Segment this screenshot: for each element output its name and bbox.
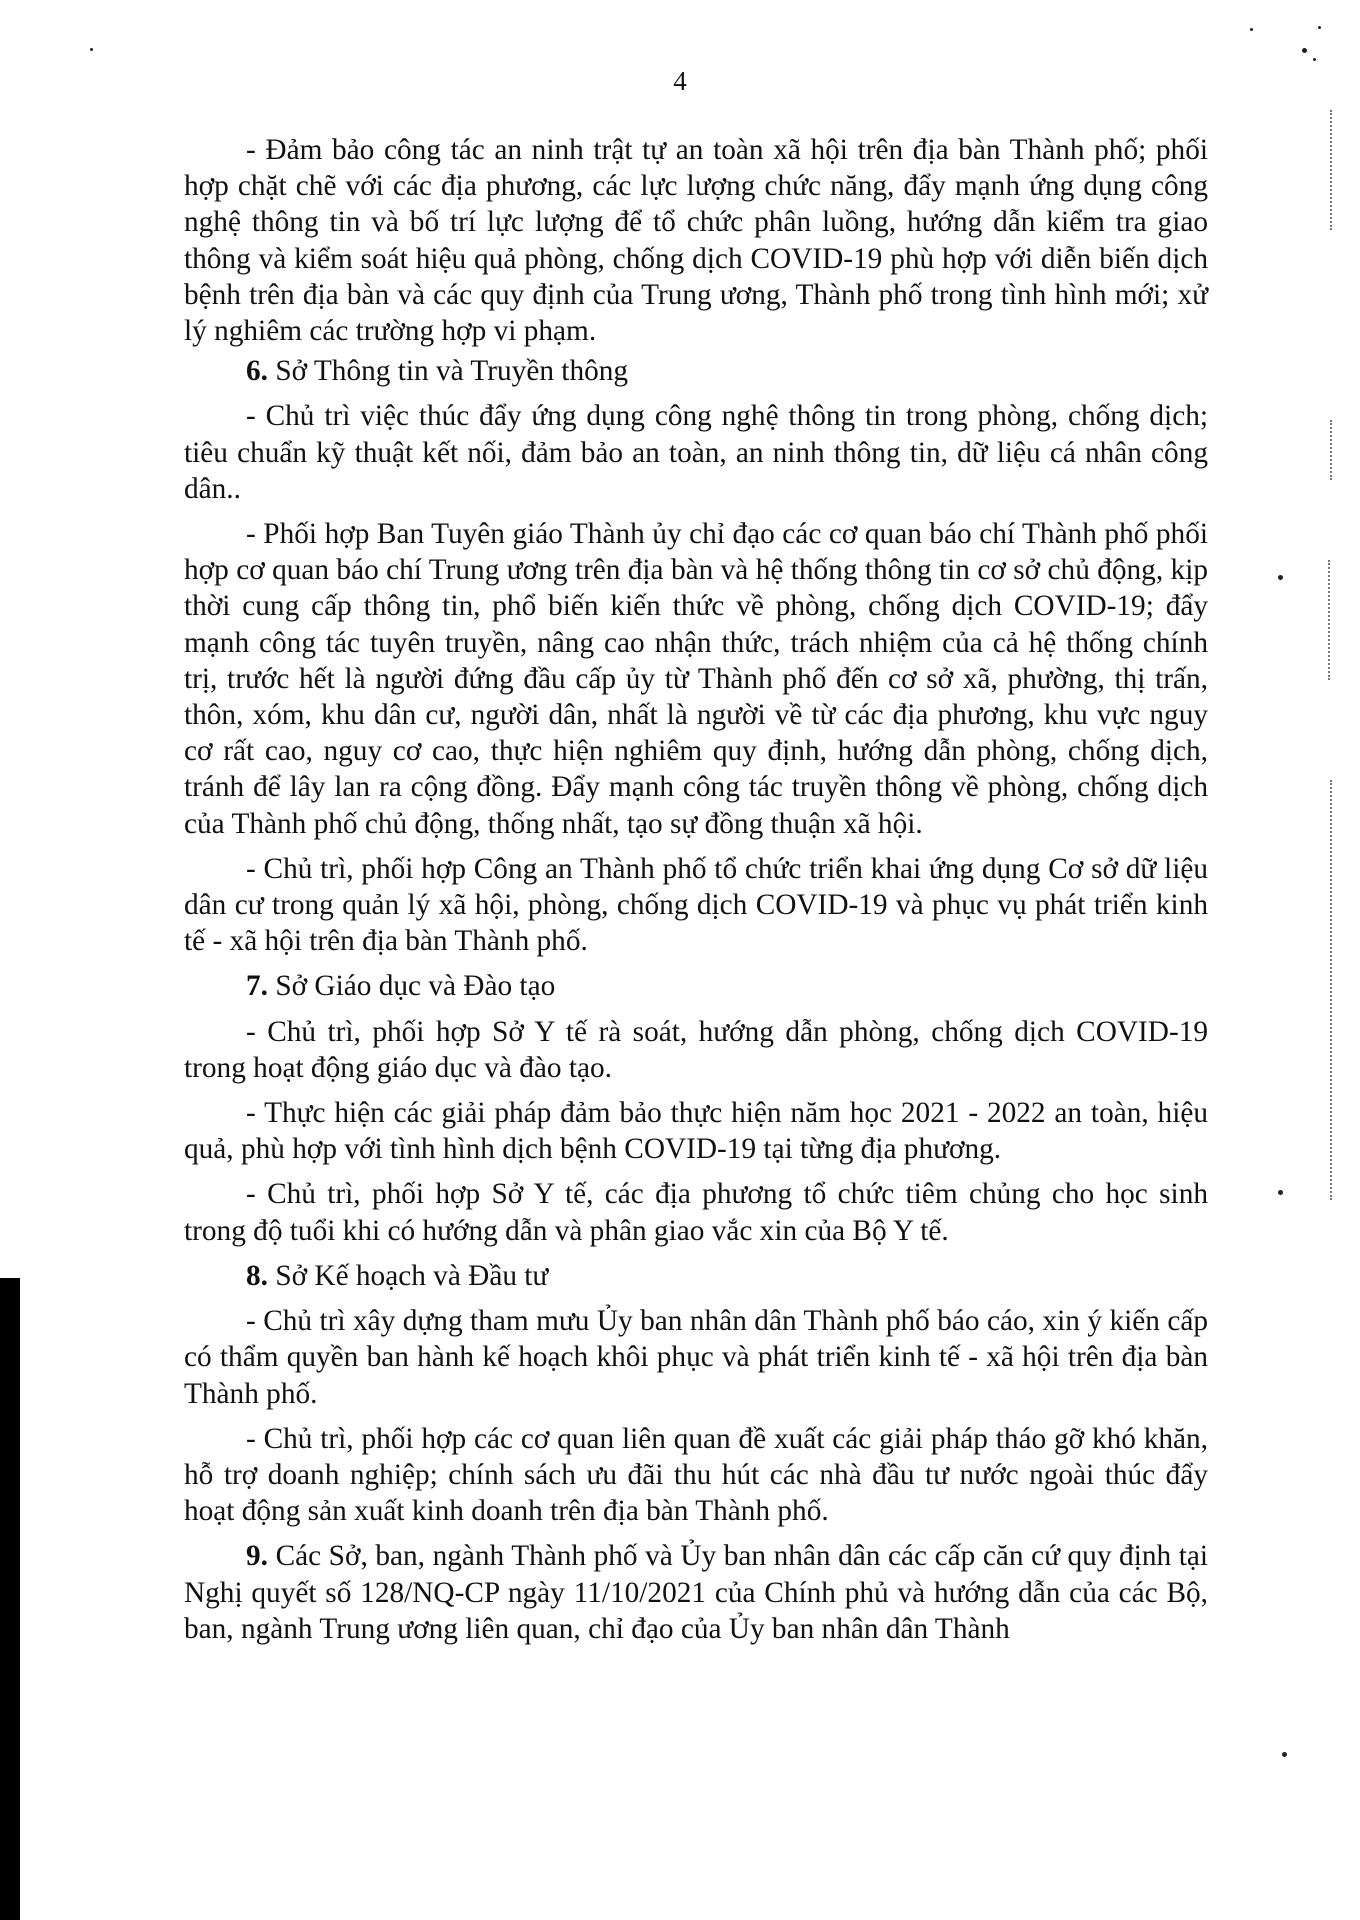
scan-speck — [1302, 48, 1307, 53]
scan-speck — [1250, 28, 1253, 31]
section-6-item-3: - Chủ trì, phối hợp Công an Thành phố tổ chức triển khai ứng dụng Cơ sở dữ liệu dân cư trong quản lý xã hội, phòng, chống dịch COVID-19 và phục vụ phát triển kinh tế - xã hội trên địa bàn Thành phố. — [184, 852, 1208, 958]
section-8-item-1: - Chủ trì xây dựng tham mưu Ủy ban nhân dân Thành phố báo cáo, xin ý kiến cấp có thẩm quyền ban hành kế hoạch khôi phục và phát triển kinh tế - xã hội trên địa bàn Thành phố. — [184, 1305, 1208, 1410]
scan-speck — [1318, 26, 1321, 29]
scan-speck — [1282, 1752, 1287, 1757]
section-8-item-2: - Chủ trì, phối hợp các cơ quan liên quan đề xuất các giải pháp tháo gỡ khó khăn, hỗ trợ doanh nghiệp; chính sách ưu đãi thu hút các nhà đầu tư nước ngoài thúc đẩy hoạt động sản xuất kinh doanh trên địa bàn Thành phố. — [184, 1422, 1208, 1528]
section-heading-7 — [184, 968, 1208, 1004]
scan-speck — [1313, 58, 1316, 61]
page-number: 4 — [673, 66, 687, 96]
scan-speck — [90, 48, 93, 51]
scan-dotline — [1328, 560, 1330, 680]
section-9-paragraph — [184, 1538, 1208, 1647]
section-7-item-1: - Chủ trì, phối hợp Sở Y tế rà soát, hướng dẫn phòng, chống dịch COVID-19 trong hoạt động giáo dục và đào tạo. — [184, 1015, 1208, 1084]
section-title-8: Sở Kế hoạch và Đầu tư — [275, 1259, 549, 1292]
section-number-7: 7. — [246, 970, 268, 1003]
scan-dotline — [1330, 110, 1332, 230]
section-9-text: Các Sở, ban, ngành Thành phố và Ủy ban nhân dân các cấp căn cứ quy định tại Nghị quyết số 128/NQ-CP ngày 11/10/2021 của Chính phủ và hướng dẫn của các Bộ, ban, ngành Trung ương liên quan, chỉ đạo của Ủy ban nhân dân Thành — [184, 1540, 1208, 1645]
section-6-item-1: - Chủ trì việc thúc đẩy ứng dụng công nghệ thông tin trong phòng, chống dịch; tiêu chuẩn kỹ thuật kết nối, đảm bảo an toàn, an ninh thông tin, dữ liệu cá nhân công dân.. — [184, 400, 1208, 505]
security-paragraph: - Đảm bảo công tác an ninh trật tự an toàn xã hội trên địa bàn Thành phố; phối hợp chặt chẽ với các địa phương, các lực lượng chức năng, đẩy mạnh ứng dụng công nghệ thông tin và bố trí lực lượng để tổ chức phân luồng, hướng dẫn kiểm tra giao thông và kiểm soát hiệu quả phòng, chống dịch COVID-19 phù hợp với diễn biến dịch bệnh trên địa bàn và các quy định của Trung ương, Thành phố trong tình hình mới; xử lý nghiêm các trường hợp vi phạm. — [184, 134, 1208, 348]
section-number-8: 8. — [246, 1259, 268, 1292]
section-title-6: Sở Thông tin và Truyền thông — [275, 355, 629, 388]
section-number-9: 9. — [246, 1540, 268, 1573]
section-7-item-2: - Thực hiện các giải pháp đảm bảo thực hiện năm học 2021 - 2022 an toàn, hiệu quả, phù hợp với tình hình dịch bệnh COVID-19 tại từng địa phương. — [184, 1097, 1208, 1166]
section-heading-8 — [184, 1258, 1208, 1294]
scan-dotline — [1330, 420, 1332, 480]
section-6-item-2: - Phối hợp Ban Tuyên giáo Thành ủy chỉ đạo các cơ quan báo chí Thành phố phối hợp cơ quan báo chí Trung ương trên địa bàn và hệ thống thông tin cơ sở chủ động, kịp thời cung cấp thông tin, phổ biến kiến thức về phòng, chống dịch COVID-19; đẩy mạnh công tác tuyên truyền, nâng cao nhận thức, trách nhiệm của cả hệ thống chính trị, trước hết là người đứng đầu cấp ủy từ Thành phố đến cơ sở xã, phường, thị trấn, thôn, xóm, khu dân cư, người dân, nhất là người về từ các địa phương, khu vực nguy cơ rất cao, nguy cơ cao, thực hiện nghiêm quy định, hướng dẫn phòng, chống dịch, tránh để lây lan ra cộng đồng. Đẩy mạnh công tác truyền thông về phòng, chống dịch của Thành phố chủ động, thống nhất, tạo sự đồng thuận xã hội. — [184, 518, 1208, 840]
section-heading-6 — [184, 353, 1208, 389]
section-7-item-3: - Chủ trì, phối hợp Sở Y tế, các địa phương tổ chức tiêm chủng cho học sinh trong độ tuổi khi có hướng dẫn và phân giao vắc xin của Bộ Y tế. — [184, 1178, 1208, 1247]
scan-edge-bar — [0, 1278, 20, 1920]
document-body — [184, 132, 1208, 1656]
scan-speck — [1278, 1190, 1283, 1195]
scan-speck — [1278, 575, 1283, 580]
section-number-6: 6. — [246, 355, 268, 388]
section-title-7: Sở Giáo dục và Đào tạo — [275, 970, 556, 1003]
scan-dotline — [1330, 780, 1332, 1200]
